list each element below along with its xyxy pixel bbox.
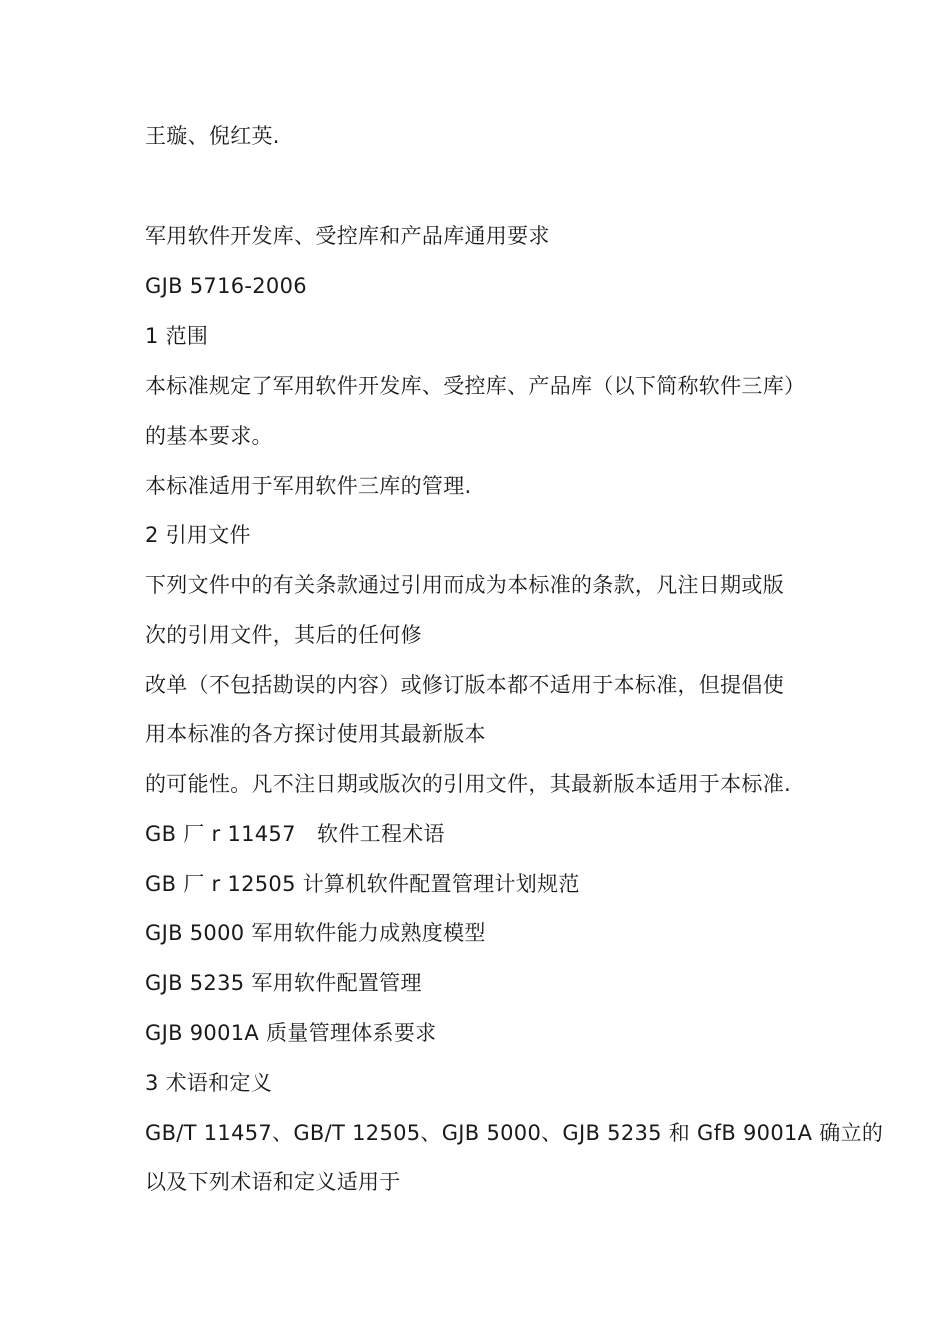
paragraph-line: 以及下列术语和定义适用于: [145, 1170, 401, 1194]
standard-number: GJB 5716-2006: [145, 274, 307, 298]
reference-item: GB 厂 r 11457 软件工程术语: [145, 822, 445, 846]
paragraph-line: 下列文件中的有关条款通过引用而成为本标准的条款，凡注日期或版: [145, 573, 784, 597]
section-heading-terms: 3 术语和定义: [145, 1071, 273, 1095]
standard-title: 军用软件开发库、受控库和产品库通用要求: [145, 224, 550, 248]
reference-item: GJB 9001A 质量管理体系要求: [145, 1021, 437, 1045]
author-line: 王璇、倪红英.: [145, 124, 280, 148]
paragraph-line: 本标准规定了军用软件开发库、受控库、产品库（以下简称软件三库）: [145, 374, 806, 398]
paragraph-line: 的可能性。凡不注日期或版次的引用文件，其最新版本适用于本标准.: [145, 772, 791, 796]
reference-item: GJB 5000 军用软件能力成熟度模型: [145, 921, 486, 945]
reference-item: GJB 5235 军用软件配置管理: [145, 971, 422, 995]
section-heading-scope: 1 范围: [145, 324, 209, 348]
reference-item: GB 厂 r 12505 计算机软件配置管理计划规范: [145, 872, 580, 896]
paragraph-line: GB/T 11457、GB/T 12505、GJB 5000、GJB 5235 和 GfB 9001A 确立的: [145, 1121, 884, 1145]
paragraph-line: 用本标准的各方探讨使用其最新版本: [145, 722, 486, 746]
paragraph-line: 次的引用文件，其后的任何修: [145, 623, 422, 647]
paragraph-line: 的基本要求。: [145, 424, 273, 448]
paragraph-line: 改单（不包括勘误的内容）或修订版本都不适用于本标准，但提倡使: [145, 673, 784, 697]
paragraph-line: 本标准适用于军用软件三库的管理.: [145, 474, 472, 498]
section-heading-references: 2 引用文件: [145, 523, 251, 547]
